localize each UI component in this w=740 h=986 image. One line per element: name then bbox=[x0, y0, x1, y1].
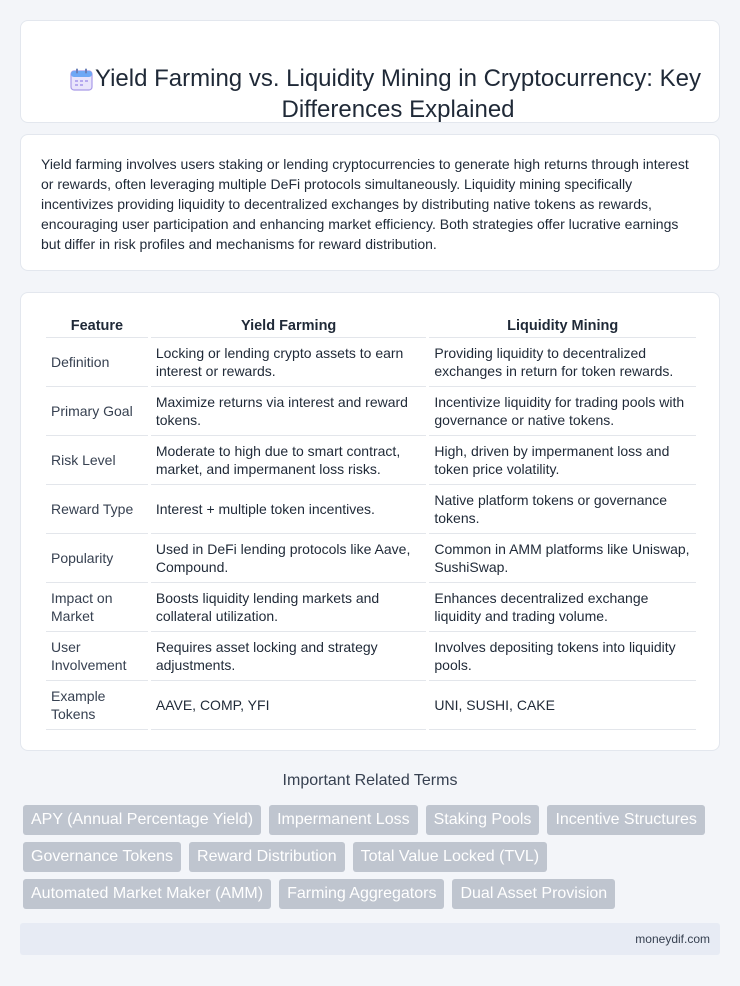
related-terms-title: Important Related Terms bbox=[282, 772, 458, 789]
tag-impermanent-loss[interactable]: Impermanent Loss bbox=[269, 805, 418, 835]
yield-farming-cell: AAVE, COMP, YFI bbox=[151, 681, 427, 730]
feature-cell: Example Tokens bbox=[46, 681, 148, 730]
table-row bbox=[46, 632, 696, 681]
tag-row bbox=[23, 842, 723, 872]
liquidity-mining-cell: Common in AMM platforms like Uniswap, SushiSwap. bbox=[429, 534, 696, 583]
liquidity-mining-cell: High, driven by impermanent loss and token price volatility. bbox=[429, 436, 696, 485]
tag-reward-distribution[interactable]: Reward Distribution bbox=[189, 842, 345, 872]
tag-tvl[interactable]: Total Value Locked (TVL) bbox=[353, 842, 547, 872]
header-liquidity-mining: Liquidity Mining bbox=[429, 316, 696, 338]
tag-dual-asset-provision[interactable]: Dual Asset Provision bbox=[452, 879, 615, 909]
yield-farming-cell: Moderate to high due to smart contract, market, and impermanent loss risks. bbox=[151, 436, 427, 485]
tag-amm[interactable]: Automated Market Maker (AMM) bbox=[23, 879, 271, 909]
comparison-card bbox=[20, 292, 720, 751]
table-row bbox=[46, 681, 696, 730]
liquidity-mining-cell: Incentivize liquidity for trading pools with governance or native tokens. bbox=[429, 387, 696, 436]
table-row bbox=[46, 338, 696, 387]
table-row bbox=[46, 485, 696, 534]
liquidity-mining-cell: Native platform tokens or governance tokens. bbox=[429, 485, 696, 534]
table-row bbox=[46, 387, 696, 436]
feature-cell: Popularity bbox=[46, 534, 148, 583]
header-feature: Feature bbox=[46, 316, 148, 338]
liquidity-mining-cell: Enhances decentralized exchange liquidity and trading volume. bbox=[429, 583, 696, 632]
tag-staking-pools[interactable]: Staking Pools bbox=[426, 805, 540, 835]
liquidity-mining-cell: UNI, SUSHI, CAKE bbox=[429, 681, 696, 730]
tag-row bbox=[23, 805, 723, 835]
tag-row bbox=[23, 879, 723, 909]
tag-apy[interactable]: APY (Annual Percentage Yield) bbox=[23, 805, 261, 835]
header-yield-farming: Yield Farming bbox=[151, 316, 427, 338]
related-terms-tags bbox=[23, 805, 723, 916]
intro-card bbox=[20, 134, 720, 271]
tag-governance-tokens[interactable]: Governance Tokens bbox=[23, 842, 181, 872]
table-header-row bbox=[46, 316, 696, 338]
liquidity-mining-cell: Providing liquidity to decentralized exchanges in return for token rewards. bbox=[429, 338, 696, 387]
footer bbox=[20, 923, 720, 955]
yield-farming-cell: Requires asset locking and strategy adjustments. bbox=[151, 632, 427, 681]
table-row bbox=[46, 534, 696, 583]
yield-farming-cell: Boosts liquidity lending markets and collateral utilization. bbox=[151, 583, 427, 632]
comparison-table bbox=[43, 316, 699, 730]
table-row bbox=[46, 436, 696, 485]
yield-farming-cell: Maximize returns via interest and reward tokens. bbox=[151, 387, 427, 436]
page-title: Yield Farming vs. Liquidity Mining in Cryptocurrency: Key Differences Explained bbox=[94, 65, 701, 123]
footer-site[interactable]: moneydif.com bbox=[635, 932, 710, 946]
yield-farming-cell: Locking or lending crypto assets to earn interest or rewards. bbox=[151, 338, 427, 387]
feature-cell: Impact on Market bbox=[46, 583, 148, 632]
tag-farming-aggregators[interactable]: Farming Aggregators bbox=[279, 879, 444, 909]
feature-cell: Definition bbox=[46, 338, 148, 387]
table-row bbox=[46, 583, 696, 632]
tag-incentive-structures[interactable]: Incentive Structures bbox=[547, 805, 704, 835]
title-card bbox=[20, 20, 720, 123]
feature-cell: User Involvement bbox=[46, 632, 148, 681]
yield-farming-cell: Interest + multiple token incentives. bbox=[151, 485, 427, 534]
feature-cell: Primary Goal bbox=[46, 387, 148, 436]
feature-cell: Reward Type bbox=[46, 485, 148, 534]
liquidity-mining-cell: Involves depositing tokens into liquidity pools. bbox=[429, 632, 696, 681]
feature-cell: Risk Level bbox=[46, 436, 148, 485]
yield-farming-cell: Used in DeFi lending protocols like Aave, Compound. bbox=[151, 534, 427, 583]
intro-paragraph: Yield farming involves users staking or lending cryptocurrencies to generate high returns through interest or rewards, often leveraging multiple DeFi protocols simultaneously. Liquidity mining specifically incentivizes providing liquidity to decentralized exchanges by distributing native tokens as rewards, encouraging user participation and enhancing market efficiency. Both strategies offer lucrative earnings but differ in risk profiles and mechanisms for reward distribution. bbox=[41, 156, 689, 252]
